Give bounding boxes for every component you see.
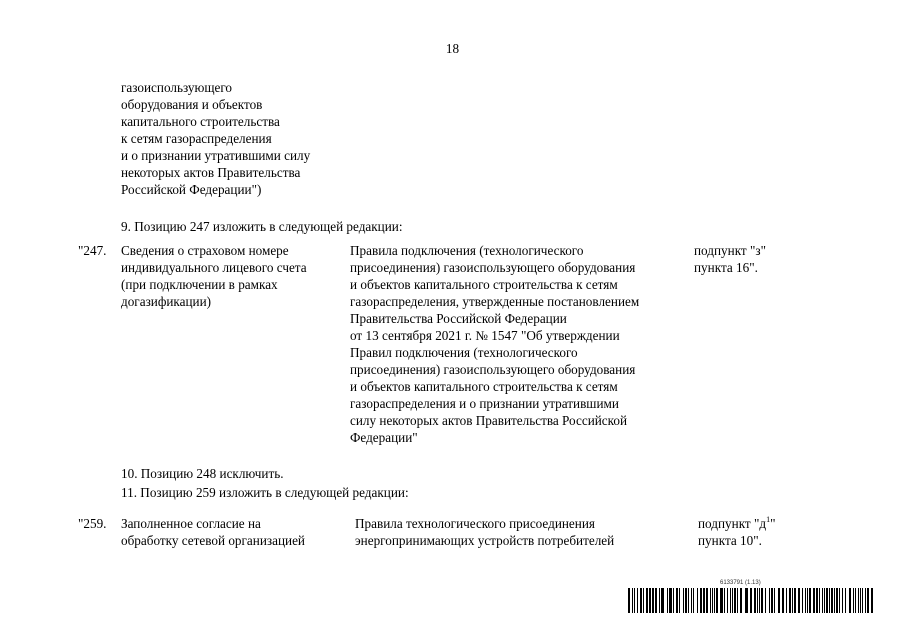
barcode-bar xyxy=(786,588,787,613)
row-247-act-line: силу некоторых актов Правительства Российской xyxy=(350,413,628,428)
barcode-bar xyxy=(697,588,698,613)
row-259-name xyxy=(121,515,305,549)
barcode-bar xyxy=(816,588,818,613)
barcode-bar xyxy=(727,588,728,613)
barcode-bar xyxy=(831,588,833,613)
row-247-name-line: Сведения о страховом номере xyxy=(121,243,289,258)
barcode-bar xyxy=(867,588,869,613)
barcode-bar xyxy=(789,588,791,613)
barcode-bar xyxy=(798,588,800,613)
barcode-bar xyxy=(865,588,866,613)
row-259-act xyxy=(355,515,614,549)
barcode-bar xyxy=(693,588,694,613)
row-247-reference xyxy=(694,242,766,276)
barcode-bar xyxy=(842,588,843,613)
barcode-bar xyxy=(685,588,687,613)
continuation-line: капитального строительства xyxy=(121,114,280,129)
barcode-bar xyxy=(759,588,760,613)
barcode-bar xyxy=(845,588,846,613)
barcode-bar xyxy=(732,588,733,613)
row-259-number: "259. xyxy=(78,516,107,531)
barcode-bar xyxy=(632,588,633,613)
barcode-label: 6133791 (1.13) xyxy=(720,580,761,586)
row-247-act-line: газораспределения, утвержденные постановлением xyxy=(350,294,640,309)
row-247-ref-line: пункта 16". xyxy=(694,260,758,275)
row-247-name-line: (при подключении в рамках xyxy=(121,277,278,292)
barcode-bar xyxy=(745,588,748,613)
barcode-bar xyxy=(679,588,680,613)
row-247-number: "247. xyxy=(78,243,107,258)
barcode-bar xyxy=(819,588,820,613)
row-259-name-line: Заполненное согласие на xyxy=(121,516,261,531)
barcode-bar xyxy=(750,588,752,613)
barcode-bar xyxy=(652,588,654,613)
barcode xyxy=(628,588,873,613)
row-247-act xyxy=(350,242,639,446)
barcode-bar xyxy=(730,588,731,613)
barcode-bar xyxy=(634,588,635,613)
continuation-line: некоторых актов Правительства xyxy=(121,165,301,180)
barcode-bar xyxy=(669,588,672,613)
row-247-act-line: Правительства Российской Федерации xyxy=(350,311,567,326)
row-247-name-line: догазификации) xyxy=(121,294,212,309)
row-247-ref-line: подпункт "з" xyxy=(694,243,766,258)
barcode-bar xyxy=(805,588,806,613)
row-259-ref-prefix: подпункт "д xyxy=(698,516,767,531)
barcode-bar xyxy=(720,588,723,613)
barcode-bar xyxy=(829,588,830,613)
barcode-bar xyxy=(794,588,796,613)
barcode-bar xyxy=(824,588,825,613)
barcode-bar xyxy=(822,588,823,613)
row-259-act-line: энергопринимающих устройств потребителей xyxy=(355,533,615,548)
continuation-line: и о признании утратившими силу xyxy=(121,148,311,163)
row-247-act-line: и объектов капитального строительства к сетям xyxy=(350,379,618,394)
barcode-bar xyxy=(855,588,856,613)
row-247-act-line: от 13 сентября 2021 г. № 1547 "Об утверждении xyxy=(350,328,620,343)
page-number: 18 xyxy=(445,41,460,56)
barcode-bar xyxy=(792,588,793,613)
barcode-bar xyxy=(716,588,718,613)
barcode-bar xyxy=(826,588,828,613)
barcode-bar xyxy=(659,588,660,613)
barcode-bar xyxy=(703,588,705,613)
row-247-act-line: и объектов капитального строительства к сетям xyxy=(350,277,618,292)
barcode-bar xyxy=(757,588,758,613)
barcode-bar xyxy=(809,588,811,613)
barcode-bar xyxy=(734,588,736,613)
item-11: 11. Позицию 259 изложить в следующей редакции: xyxy=(121,485,409,500)
item-9: 9. Позицию 247 изложить в следующей редакции: xyxy=(121,219,403,234)
row-259-reference xyxy=(698,515,775,549)
barcode-bar xyxy=(637,588,638,613)
barcode-bar xyxy=(778,588,780,613)
barcode-bar xyxy=(761,588,763,613)
continuation-line: оборудования и объектов xyxy=(121,97,263,112)
barcode-bar xyxy=(774,588,775,613)
barcode-bar xyxy=(836,588,838,613)
barcode-bar xyxy=(858,588,859,613)
row-259-act-line: Правила технологического присоединения xyxy=(355,516,595,531)
continuation-line: Российской Федерации") xyxy=(121,182,262,197)
row-247-name xyxy=(121,242,307,310)
barcode-bar xyxy=(710,588,711,613)
barcode-bar xyxy=(765,588,766,613)
barcode-bar xyxy=(853,588,854,613)
barcode-bar xyxy=(839,588,840,613)
row-259-name-line: обработку сетевой организацией xyxy=(121,533,305,548)
barcode-bar xyxy=(871,588,873,613)
barcode-bar xyxy=(740,588,742,613)
barcode-bar xyxy=(834,588,835,613)
barcode-bar xyxy=(661,588,664,613)
barcode-bar xyxy=(712,588,713,613)
barcode-bar xyxy=(782,588,784,613)
barcode-bar xyxy=(737,588,738,613)
row-247-act-line: присоединения) газоиспользующего оборудования xyxy=(350,362,636,377)
row-247-act-line: газораспределения и о признании утратившими xyxy=(350,396,619,411)
row-247-name-line: индивидуального лицевого счета xyxy=(121,260,307,275)
barcode-bar xyxy=(849,588,851,613)
barcode-bar xyxy=(700,588,702,613)
barcode-bar xyxy=(802,588,803,613)
barcode-bar xyxy=(676,588,678,613)
barcode-bar xyxy=(714,588,715,613)
row-259-ref-line: пункта 10". xyxy=(698,533,762,548)
barcode-bar xyxy=(807,588,808,613)
row-247-act-line: Правила подключения (технологического xyxy=(350,243,584,258)
barcode-bar xyxy=(640,588,642,613)
barcode-bar xyxy=(655,588,657,613)
row-247-act-line: присоединения) газоиспользующего оборудования xyxy=(350,260,636,275)
barcode-bar xyxy=(688,588,689,613)
barcode-bar xyxy=(628,588,630,613)
row-259-ref-superscript: 1 xyxy=(766,514,771,524)
barcode-bar xyxy=(667,588,668,613)
barcode-bar xyxy=(724,588,725,613)
barcode-bar xyxy=(862,588,863,613)
barcode-bar xyxy=(649,588,651,613)
barcode-bar xyxy=(643,588,644,613)
row-259-ref-suffix: " xyxy=(770,516,776,531)
barcode-bar xyxy=(691,588,692,613)
continuation-line: газоиспользующего xyxy=(121,80,233,95)
barcode-bar xyxy=(646,588,648,613)
item-10: 10. Позицию 248 исключить. xyxy=(121,466,284,481)
barcode-bar xyxy=(706,588,708,613)
barcode-bar xyxy=(813,588,815,613)
continuation-line: к сетям газораспределения xyxy=(121,131,272,146)
row-259-ref-line xyxy=(698,515,775,532)
barcode-bar xyxy=(683,588,684,613)
barcode-bar xyxy=(673,588,674,613)
barcode-bar xyxy=(771,588,773,613)
barcode-bar xyxy=(860,588,861,613)
row-247-act-line: Правил подключения (технологического xyxy=(350,345,578,360)
continuation-text xyxy=(121,79,310,198)
barcode-bar xyxy=(754,588,756,613)
row-247-act-line: Федерации" xyxy=(350,430,418,445)
barcode-bar xyxy=(769,588,770,613)
